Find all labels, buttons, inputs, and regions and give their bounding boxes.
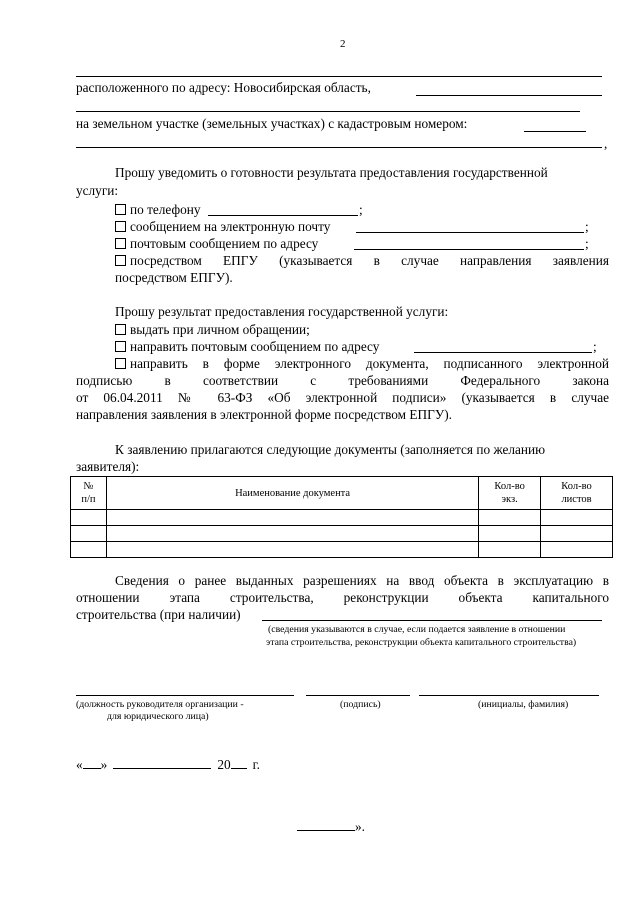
- address-field-2[interactable]: [76, 111, 580, 112]
- month-field[interactable]: [113, 756, 211, 769]
- electronic-label-3: от 06.04.2011 № 63-ФЗ «Об электронной подписи» (указывается в случае: [76, 390, 609, 405]
- permits-note-2: этапа строительства, реконструкции объекта капитального строительства): [266, 637, 577, 648]
- table-row[interactable]: [71, 510, 613, 526]
- option-by-post[interactable]: [115, 339, 379, 355]
- by-post-semicolon: ;: [593, 339, 597, 354]
- attachments-intro-1: К заявлению прилагаются следующие документы (заполняется по желанию: [115, 442, 546, 457]
- permits-line-2: отношении этапа строительства, реконструкции объекта капитального: [76, 590, 609, 605]
- table-header: [71, 477, 613, 510]
- option-email[interactable]: [115, 219, 330, 235]
- epgu-label-2: посредством ЕПГУ).: [115, 270, 233, 285]
- notify-intro-2: услуги:: [76, 183, 119, 198]
- signature-line[interactable]: [306, 695, 410, 696]
- notify-intro-1: Прошу уведомить о готовности результата предоставления государственной: [115, 165, 548, 180]
- table-row[interactable]: [71, 526, 613, 542]
- phone-semicolon: ;: [359, 202, 363, 217]
- closing-field: [297, 818, 365, 835]
- closing-mark: ».: [355, 819, 365, 834]
- name-line[interactable]: [419, 695, 599, 696]
- electronic-label-2: подписью в соответствии с требованиями Федерального закона: [76, 373, 609, 388]
- documents-table: [70, 476, 613, 558]
- attachments-intro-2: заявителя):: [76, 459, 140, 474]
- option-phone[interactable]: [115, 202, 201, 218]
- electronic-label-1: направить в форме электронного документа, подписанного электронной: [130, 356, 609, 371]
- col-number: № п/п: [71, 477, 107, 510]
- by-post-label: направить почтовым сообщением по адресу: [130, 339, 380, 354]
- in-person-checkbox[interactable]: [115, 324, 126, 335]
- post-semicolon: ;: [585, 236, 589, 251]
- col-sheets: Кол-во листов: [541, 477, 613, 510]
- signature-caption: (подпись): [340, 699, 381, 710]
- post-label: почтовым сообщением по адресу: [130, 236, 319, 251]
- email-label: сообщением на электронную почту: [130, 219, 331, 234]
- phone-field[interactable]: [208, 215, 358, 216]
- page-number: 2: [340, 38, 346, 50]
- post-field[interactable]: [354, 249, 584, 250]
- permits-line-1: Сведения о ранее выданных разрешениях на ввод объекта в эксплуатацию в: [115, 573, 609, 588]
- year-field[interactable]: [231, 756, 247, 769]
- permits-field[interactable]: [262, 620, 602, 621]
- table-row[interactable]: [71, 542, 613, 558]
- post-checkbox[interactable]: [115, 238, 126, 249]
- email-field[interactable]: [356, 232, 584, 233]
- date-line: « » 20 г.: [76, 757, 260, 772]
- phone-checkbox[interactable]: [115, 204, 126, 215]
- position-caption-1: (должность руководителя организации -: [76, 699, 244, 710]
- blank-line-top: [76, 76, 602, 77]
- in-person-label: выдать при личном обращении;: [130, 322, 310, 337]
- col-document-name: Наименование документа: [106, 477, 478, 510]
- electronic-checkbox[interactable]: [115, 358, 126, 369]
- name-caption: (инициалы, фамилия): [478, 699, 569, 710]
- option-epgu[interactable]: [115, 253, 609, 269]
- address-label: расположенного по адресу: Новосибирская область,: [76, 80, 371, 95]
- phone-label: по телефону: [130, 202, 201, 217]
- option-electronic[interactable]: [115, 356, 609, 372]
- by-post-checkbox[interactable]: [115, 341, 126, 352]
- address-line: [76, 80, 371, 96]
- closing-blank[interactable]: [297, 818, 355, 831]
- email-semicolon: ;: [585, 219, 589, 234]
- epgu-label-1: посредством ЕПГУ (указывается в случае направления заявления: [130, 253, 609, 268]
- cadastral-field[interactable]: [524, 131, 586, 132]
- permits-note-1: (сведения указываются в случае, если подается заявление в отношении: [268, 624, 566, 635]
- epgu-checkbox[interactable]: [115, 255, 126, 266]
- email-checkbox[interactable]: [115, 221, 126, 232]
- position-line[interactable]: [76, 695, 294, 696]
- permits-line-3: строительства (при наличии): [76, 607, 241, 622]
- position-caption-2: для юридического лица): [107, 711, 209, 722]
- cadastral-comma: ,: [604, 136, 608, 151]
- option-post[interactable]: [115, 236, 318, 252]
- day-field[interactable]: [83, 756, 101, 769]
- cadastral-label: на земельном участке (земельных участках) с кадастровым номером:: [76, 116, 468, 131]
- result-intro: Прошу результат предоставления государственной услуги:: [115, 304, 449, 319]
- col-copies: Кол-во экз.: [479, 477, 541, 510]
- address-field[interactable]: [416, 95, 602, 96]
- cadastral-field-2[interactable]: [76, 147, 602, 148]
- by-post-field[interactable]: [414, 352, 592, 353]
- electronic-label-4: направления заявления в электронной форме посредством ЕПГУ).: [76, 407, 452, 422]
- cadastral-line: [76, 116, 467, 132]
- option-in-person[interactable]: [115, 322, 310, 338]
